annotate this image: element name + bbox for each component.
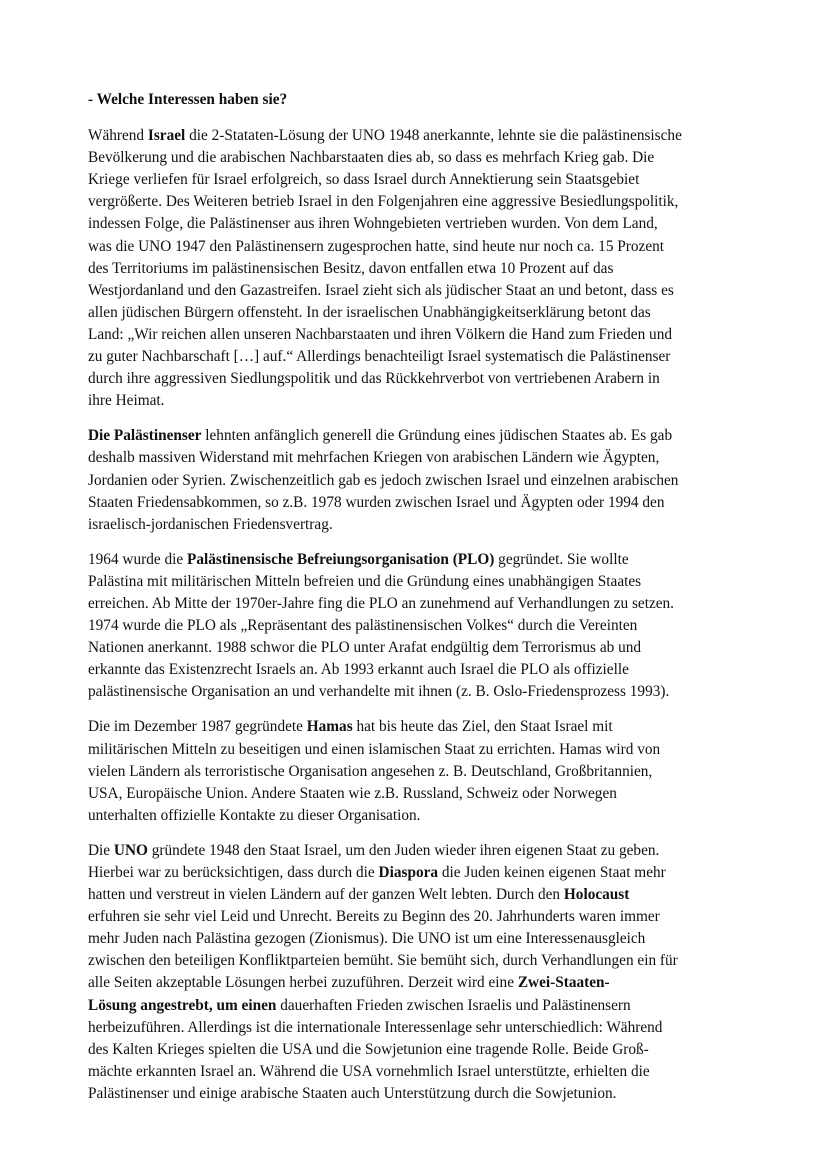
text-run: vergrößerte. Des Weiteren betrieb Israel in den Folgenjahren eine aggressive Besiedlungspolitik, [88, 193, 679, 211]
bold-term: Israel [147, 127, 186, 145]
text-line [88, 213, 748, 235]
text-line [88, 258, 748, 280]
text-line [88, 492, 748, 514]
text-line [88, 549, 748, 571]
text-line [88, 659, 748, 681]
text-run: Jordanien oder Syrien. Zwischenzeitlich gab es jedoch zwischen Israel und einzelnen arabischen [88, 471, 679, 489]
text-run: 1964 wurde die [88, 550, 187, 568]
text-run: herbeizuführen. Allerdings ist die internationale Interessenlage sehr unterschiedlich: Während [88, 1018, 663, 1036]
text-line [88, 324, 748, 346]
text-run: 1974 wurde die PLO als „Repräsentant des palästinensischen Volkes“ durch die Vereinten [88, 617, 638, 635]
text-run: USA, Europäische Union. Andere Staaten wie z.B. Russland, Schweiz oder Norwegen [88, 784, 617, 802]
text-line [88, 761, 748, 783]
text-line [88, 236, 748, 258]
paragraph [88, 549, 748, 704]
text-run: vielen Ländern als terroristische Organisation angesehen z. B. Deutschland, Großbritannien, [88, 762, 653, 780]
bold-term: Diaspora [378, 864, 439, 881]
text-run: erreichen. Ab Mitte der 1970er-Jahre fing die PLO an zunehmend auf Verhandlungen zu setzen. [88, 594, 675, 612]
bold-term: UNO [113, 841, 148, 859]
bold-term: Lösung angestrebt, um einen [88, 996, 277, 1014]
paragraph [88, 125, 748, 412]
text-run: zwischen den beteiligen Konfliktparteien bemüht. Sie bemüht sich, durch Verhandlungen ein für [88, 952, 678, 970]
text-line [88, 637, 748, 659]
text-run: palästinensische Organisation an und verhandelte mit ihnen (z. B. Oslo-Friedensprozess 1993). [88, 683, 670, 701]
text-line [88, 739, 748, 761]
text-run: die 2-Stataten-Lösung der UNO 1948 anerkannte, lehnte sie die palästinensische [185, 127, 682, 145]
text-line [88, 862, 748, 884]
text-run: alle Seiten akzeptable Lösungen herbei zuzuführen. Derzeit wird eine [88, 974, 518, 992]
text-run: Palästinenser und einige arabische Staaten auch Unterstützung durch die Sowjetunion. [88, 1084, 617, 1102]
text-run: die Juden keinen eigenen Staat mehr [438, 864, 666, 881]
document-page [88, 89, 748, 1118]
text-line [88, 470, 748, 492]
text-line [88, 681, 748, 703]
paragraph [88, 425, 748, 535]
text-line [88, 995, 748, 1017]
text-line [88, 302, 748, 324]
text-run: Die im Dezember 1987 gegründete [88, 718, 307, 736]
text-line [88, 346, 748, 368]
text-line [88, 169, 748, 191]
bold-term: Zwei-Staaten- [517, 974, 610, 992]
text-line [88, 571, 748, 593]
text-run: Nationen anerkannt. 1988 schwor die PLO unter Arafat endgültig dem Terrorismus ab und [88, 639, 642, 657]
text-line [88, 425, 748, 447]
text-line [88, 514, 748, 536]
text-run: hatten und verstreut in vielen Ländern auf der ganzen Welt lebten. Durch den [88, 886, 564, 904]
text-line [88, 593, 748, 615]
paragraph [88, 716, 748, 826]
text-line [88, 840, 748, 862]
text-line [88, 1061, 748, 1083]
text-line [88, 783, 748, 805]
text-line [88, 280, 748, 302]
text-line [88, 1039, 748, 1061]
text-run: erkannte das Existenzrecht Israels an. Ab 1993 erkannt auch Israel die PLO als offizielle [88, 661, 629, 679]
text-run: Hierbei war zu berücksichtigen, dass durch die [88, 864, 379, 881]
text-run: hat bis heute das Ziel, den Staat Israel mit [352, 718, 613, 736]
paragraph-list [88, 125, 748, 1105]
text-run: durch ihre aggressiven Siedlungspolitik und das Rückkehrverbot von vertriebenen Arabern in [88, 370, 660, 388]
bold-term: Holocaust [563, 886, 630, 904]
text-run: allen jüdischen Bürgern offensteht. In der israelischen Unabhängigkeitserklärung betont das [88, 303, 651, 321]
text-run: Land: „Wir reichen allen unseren Nachbarstaaten und ihren Völkern die Hand zum Frieden und [88, 325, 672, 343]
text-line [88, 615, 748, 637]
bold-term: Palästinensische Befreiungsorganisation (PLO) [186, 550, 495, 568]
text-line [88, 906, 748, 928]
text-run: dauerhaften Frieden zwischen Israelis und Palästinensern [276, 996, 631, 1014]
text-line [88, 716, 748, 738]
paragraph [88, 840, 748, 1105]
bold-term: Hamas [306, 718, 353, 736]
text-line [88, 368, 748, 390]
text-run: Kriege verliefen für Israel erfolgreich, so dass Israel durch Annektierung sein Staatsgebiet [88, 171, 640, 189]
text-run: militärischen Mitteln zu beseitigen und einen islamischen Staat zu errichten. Hamas wird von [88, 740, 661, 758]
text-run: ihre Heimat. [88, 392, 165, 410]
text-line [88, 972, 748, 994]
text-line [88, 950, 748, 972]
text-run: Die [88, 841, 114, 859]
text-line [88, 805, 748, 827]
text-run: Staaten Friedensabkommen, so z.B. 1978 wurden zwischen Israel und Ägypten oder 1994 den [88, 493, 665, 511]
text-run: Palästina mit militärischen Mitteln befreien und die Gründung eines unabhängigen Staates [88, 572, 642, 590]
text-run: deshalb massiven Widerstand mit mehrfachen Kriegen von arabischen Ländern wie Ägypten, [88, 449, 660, 467]
text-run: des Kalten Krieges spielten die USA und die Sowjetunion eine tragende Rolle. Beide Groß- [88, 1040, 649, 1058]
text-run: lehnten anfänglich generell die Gründung eines jüdischen Staates ab. Es gab [201, 427, 673, 445]
text-run: gegründet. Sie wollte [494, 550, 629, 568]
text-line [88, 125, 748, 147]
text-line [88, 1017, 748, 1039]
bold-term: Die Palästinenser [88, 427, 202, 445]
text-run: unterhalten offizielle Kontakte zu dieser Organisation. [88, 806, 421, 824]
text-run: Westjordanland und den Gazastreifen. Israel zieht sich als jüdischer Staat an und betont, dass es [88, 281, 674, 299]
text-line [88, 1083, 748, 1105]
text-run: israelisch-jordanischen Friedensvertrag. [88, 515, 333, 533]
text-run: Während [88, 127, 148, 145]
text-run: indessen Folge, die Palästinenser aus ihren Wohngebieten vertrieben wurden. Von dem Land, [88, 215, 658, 233]
text-run: des Territoriums im palästinensischen Besitz, davon entfallen etwa 10 Prozent auf das [88, 259, 614, 277]
text-line [88, 390, 748, 412]
text-line [88, 191, 748, 213]
text-line [88, 447, 748, 469]
text-run: Bevölkerung und die arabischen Nachbarstaaten dies ab, so dass es mehrfach Krieg gab. Die [88, 149, 655, 167]
text-line [88, 884, 748, 906]
text-run: was die UNO 1947 den Palästinensern zugesprochen hatte, sind heute nur noch ca. 15 Prozent [88, 237, 665, 255]
section-heading: - Welche Interessen haben sie? [88, 91, 288, 108]
text-run: mehr Juden nach Palästina gezogen (Zionismus). Die UNO ist um eine Interessenausgleich [88, 930, 646, 948]
text-run: gründete 1948 den Staat Israel, um den Juden wieder ihren eigenen Staat zu geben. [147, 841, 660, 859]
text-line [88, 928, 748, 950]
text-line [88, 147, 748, 169]
text-run: mächte erkannten Israel an. Während die USA vornehmlich Israel unterstützte, erhielten die [88, 1062, 650, 1080]
text-run: zu guter Nachbarschaft […] auf.“ Allerdings benachteiligt Israel systematisch die Palästinenser [88, 348, 671, 366]
text-run: erfuhren sie sehr viel Leid und Unrecht. Bereits zu Beginn des 20. Jahrhunderts waren immer [88, 908, 660, 926]
